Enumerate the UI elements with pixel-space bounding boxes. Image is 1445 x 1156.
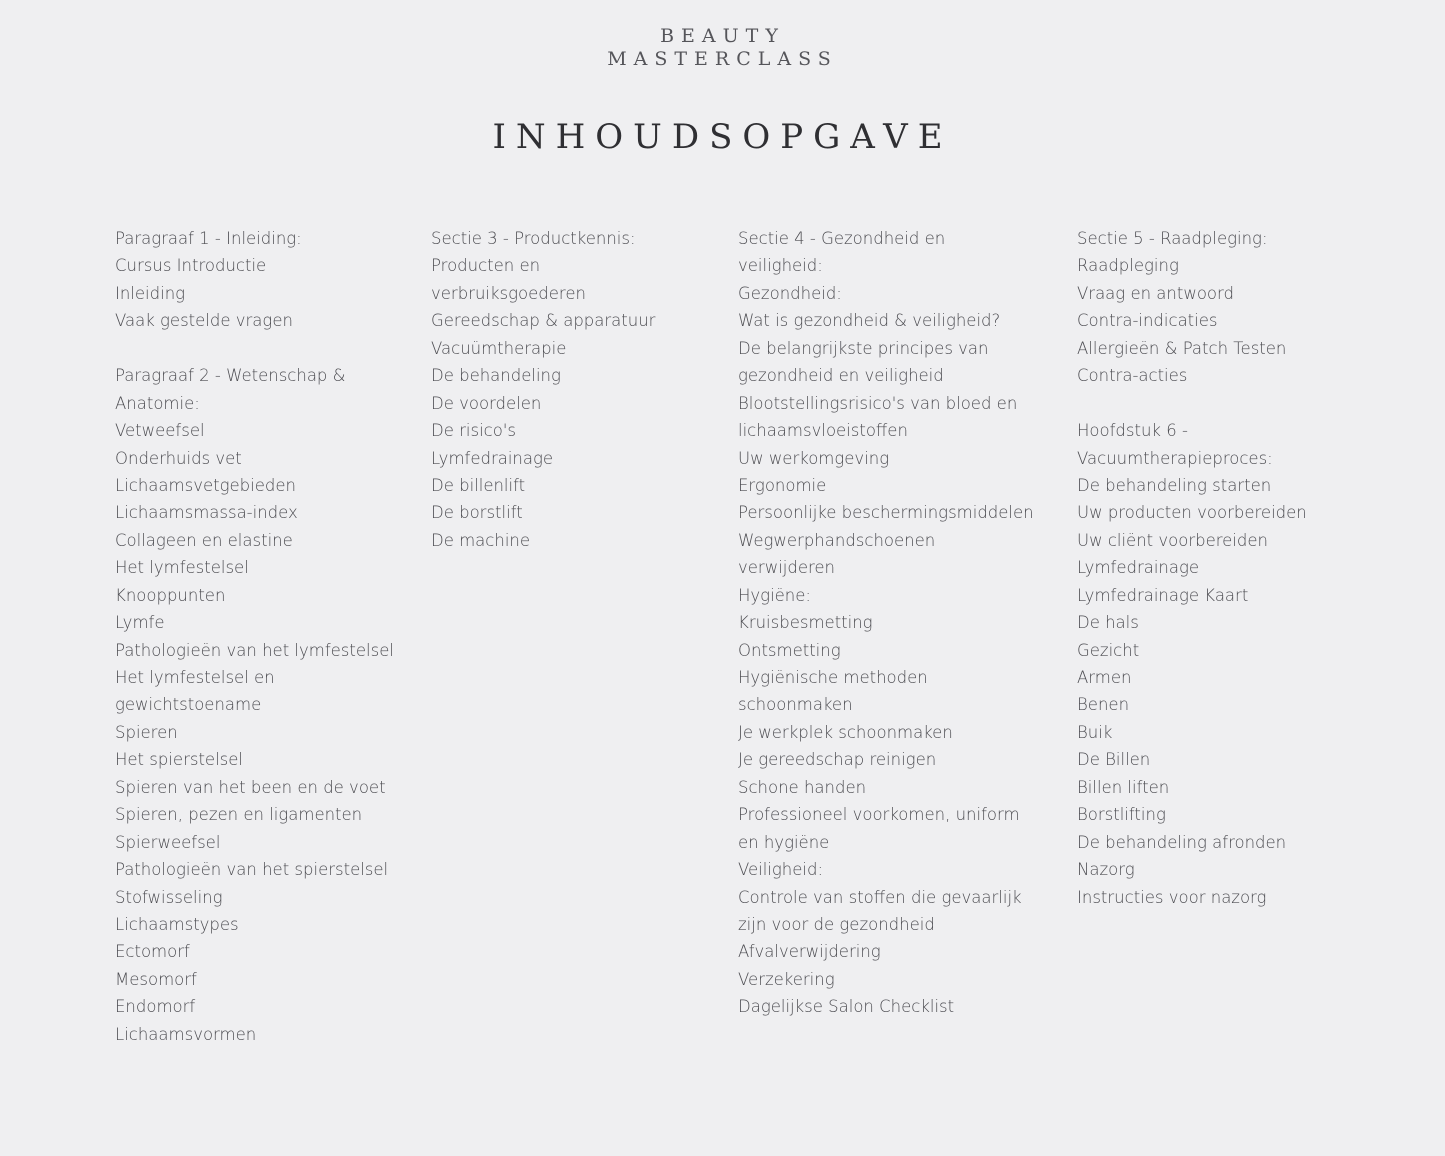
toc-entry: De hals <box>1077 613 1139 633</box>
toc-column-4 <box>1077 225 1407 911</box>
toc-entry: Sectie 4 - Gezondheid en <box>738 229 946 248</box>
toc-entry: Vaak gestelde vragen <box>115 311 293 331</box>
toc-entry: Stofwisseling <box>115 887 223 907</box>
toc-entry: Producten en <box>431 256 541 276</box>
toc-entry: Uw cliënt voorbereiden <box>1077 530 1268 550</box>
toc-entry: Verzekering <box>738 969 835 989</box>
toc-entry: schoonmaken <box>738 695 853 715</box>
toc-entry: Lymfedrainage <box>431 448 554 468</box>
toc-entry: Veiligheid: <box>738 860 824 880</box>
toc-entry: Lymfe <box>115 613 165 633</box>
toc-entry: Hoofdstuk 6 - <box>1077 421 1188 441</box>
toc-entry: De borstlift <box>431 503 523 523</box>
toc-entry: Onderhuids vet <box>115 448 242 468</box>
toc-entry: Cursus Introductie <box>115 256 267 276</box>
toc-entry: Hygiëne: <box>738 585 811 605</box>
toc-entry: Dagelijkse Salon Checklist <box>738 997 955 1017</box>
toc-entry: Allergieën & Patch Testen <box>1077 338 1287 358</box>
toc-entry: Billen liften <box>1077 777 1170 797</box>
toc-entry: De voordelen <box>431 393 542 413</box>
toc-entry: Pathologieën van het spierstelsel <box>115 860 389 880</box>
toc-entry: Lichaamsvetgebieden <box>115 475 296 495</box>
toc-entry: Paragraaf 1 - Inleiding: <box>115 229 302 248</box>
toc-entry: Wegwerphandschoenen <box>738 530 936 550</box>
toc-entry: De machine <box>431 530 531 550</box>
toc-entry: Endomorf <box>115 997 196 1017</box>
toc-entry: De Billen <box>1077 750 1151 770</box>
toc-entry: Vraag en antwoord <box>1077 283 1234 303</box>
toc-entry: Inleiding <box>115 283 186 303</box>
toc-entry: Vetweefsel <box>115 421 205 441</box>
toc-entry: Afvalverwijdering <box>738 942 881 962</box>
section-spacer <box>1077 390 1407 417</box>
brand-line-2: MASTERCLASS <box>607 48 838 70</box>
toc-entry: Pathologieën van het lymfestelsel <box>115 640 394 660</box>
toc-entry: Hygiënische methoden <box>738 668 928 687</box>
toc-entry: Persoonlijke beschermingsmiddelen <box>738 503 1034 523</box>
toc-entry: Raadpleging <box>1077 256 1179 276</box>
toc-entry: veiligheid: <box>738 256 823 276</box>
toc-entry: Gezicht <box>1077 640 1140 660</box>
toc-entry: Contra-acties <box>1077 366 1188 386</box>
toc-entry: Vacuumtherapieproces: <box>1077 448 1273 468</box>
toc-entry: Spierweefsel <box>115 832 221 852</box>
toc-entry: Ontsmetting <box>738 640 841 660</box>
toc-entry: Spieren, pezen en ligamenten <box>115 805 363 825</box>
toc-entry: De behandeling starten <box>1077 475 1272 495</box>
toc-entry: Spieren van het been en de voet <box>115 777 386 797</box>
toc-entry: Collageen en elastine <box>115 530 293 550</box>
toc-entry: Lymfedrainage Kaart <box>1077 585 1249 605</box>
toc-entry: Het lymfestelsel en <box>115 668 275 687</box>
toc-entry: Knooppunten <box>115 585 226 605</box>
toc-entry: De behandeling <box>431 366 561 386</box>
toc-entry: Blootstellingsrisico's van bloed en <box>738 393 1018 413</box>
toc-entry: De behandeling afronden <box>1077 832 1287 852</box>
toc-entry: Borstlifting <box>1077 805 1166 825</box>
toc-entry: Wat is gezondheid & veiligheid? <box>738 311 1001 331</box>
toc-entry: Nazorg <box>1077 860 1135 880</box>
toc-entry: Gezondheid: <box>738 283 842 303</box>
toc-entry: Lymfedrainage <box>1077 558 1200 578</box>
toc-entry: Benen <box>1077 695 1130 715</box>
toc-entry: Buik <box>1077 722 1113 742</box>
toc-entry: Ergonomie <box>738 475 827 495</box>
toc-entry: gewichtstoename <box>115 695 262 715</box>
toc-column-2 <box>431 225 721 554</box>
section-spacer <box>115 335 415 362</box>
toc-entry: Sectie 3 - Productkennis: <box>431 229 636 248</box>
toc-entry: De belangrijkste principes van <box>738 338 989 358</box>
toc-entry: zijn voor de gezondheid <box>738 914 935 934</box>
toc-entry: Kruisbesmetting <box>738 613 873 633</box>
toc-column-3 <box>738 225 1068 1021</box>
toc-entry: Je werkplek schoonmaken <box>738 722 953 742</box>
toc-column-1 <box>115 225 415 1048</box>
brand-line-1: BEAUTY <box>660 25 785 47</box>
toc-entry: Uw producten voorbereiden <box>1077 503 1307 523</box>
toc-entry: Het lymfestelsel <box>115 558 249 578</box>
toc-entry: Contra-indicaties <box>1077 311 1218 331</box>
toc-entry: Armen <box>1077 668 1132 687</box>
toc-entry: Uw werkomgeving <box>738 448 890 468</box>
toc-entry: Ectomorf <box>115 942 190 962</box>
toc-entry: lichaamsvloeistoffen <box>738 421 908 441</box>
toc-entry: Sectie 5 - Raadpleging: <box>1077 229 1268 248</box>
toc-entry: Schone handen <box>738 777 867 797</box>
toc-entry: Mesomorf <box>115 969 197 989</box>
toc-entry: Controle van stoffen die gevaarlijk <box>738 887 1022 907</box>
toc-entry: Lichaamstypes <box>115 914 239 934</box>
toc-entry: Lichaamsvormen <box>115 1024 257 1044</box>
toc-entry: en hygiëne <box>738 832 830 852</box>
toc-entry: De risico's <box>431 421 516 441</box>
toc-entry: Instructies voor nazorg <box>1077 887 1267 907</box>
toc-entry: verbruiksgoederen <box>431 283 586 303</box>
toc-entry: verwijderen <box>738 558 836 578</box>
toc-entry: Vacuümtherapie <box>431 338 567 358</box>
toc-entry: Lichaamsmassa-index <box>115 503 298 523</box>
toc-entry: Het spierstelsel <box>115 750 243 770</box>
toc-entry: gezondheid en veiligheid <box>738 366 944 386</box>
toc-entry: Je gereedschap reinigen <box>738 750 937 770</box>
toc-entry: Spieren <box>115 722 178 742</box>
toc-entry: Professioneel voorkomen, uniform <box>738 805 1020 825</box>
toc-entry: Anatomie: <box>115 393 200 413</box>
toc-entry: Paragraaf 2 - Wetenschap & <box>115 366 346 386</box>
page-title: INHOUDSOPGAVE <box>492 117 953 157</box>
toc-entry: De billenlift <box>431 475 526 495</box>
toc-entry: Gereedschap & apparatuur <box>431 311 656 331</box>
